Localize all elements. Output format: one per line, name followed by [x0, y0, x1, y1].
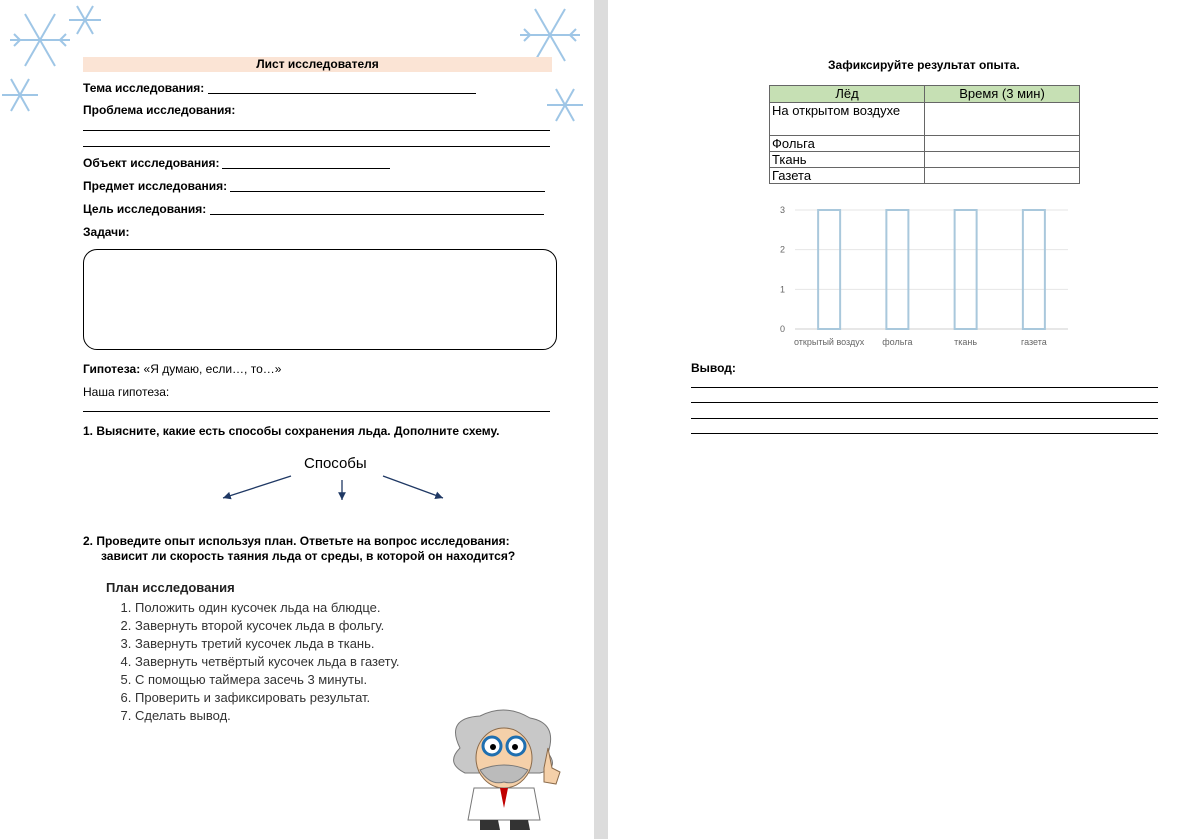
hypothesis-text: «Я думаю, если…, то…» [143, 362, 282, 376]
conclusion-answer-line[interactable] [691, 418, 1158, 419]
problem-answer-line[interactable] [83, 130, 550, 131]
chart-bar [818, 210, 840, 329]
table-header-row [770, 86, 1080, 103]
results-chart [770, 200, 1080, 352]
row-label: Фольга [770, 136, 925, 152]
y-tick-label: 2 [779, 244, 785, 255]
scientist-illustration [440, 708, 570, 833]
table-row [770, 152, 1080, 168]
plan-step: 7. Сделать вывод. [135, 707, 400, 725]
y-tick-label: 1 [779, 284, 785, 295]
col-header-ice: Лёд [770, 86, 925, 103]
plan-title: План исследования [106, 580, 235, 595]
hypothesis-answer-line[interactable] [83, 411, 550, 412]
plan-step: 4. Завернуть четвёртый кусочек льда в газету. [135, 653, 400, 671]
topic-label: Тема исследования: [83, 81, 205, 95]
results-header: Зафиксируйте результат опыта. [828, 58, 1020, 72]
conclusion-answer-line[interactable] [691, 387, 1158, 388]
subject-label: Предмет исследования: [83, 179, 228, 193]
arrow-right [383, 476, 443, 498]
result-cell[interactable] [925, 152, 1080, 168]
chart-bar [955, 210, 977, 329]
table-row [770, 136, 1080, 152]
row-label: Газета [770, 168, 925, 184]
hypothesis-line [83, 362, 281, 376]
conclusion-label: Вывод: [691, 361, 736, 375]
topic-answer-line[interactable] [208, 93, 476, 94]
tasks-answer-box[interactable] [83, 249, 557, 350]
problem-label: Проблема исследования: [83, 103, 236, 117]
conclusion-answer-line[interactable] [691, 402, 1158, 403]
table-row [770, 168, 1080, 184]
object-label: Объект исследования: [83, 156, 220, 170]
x-tick-label: газета [1021, 337, 1047, 347]
y-tick-label: 3 [779, 205, 785, 215]
plan-step: 5. С помощью таймера засечь 3 минуты. [135, 671, 400, 689]
row-label: На открытом воздухе [770, 103, 925, 136]
object-answer-line[interactable] [222, 168, 390, 169]
plan-step: 2. Завернуть второй кусочек льда в фольгу. [135, 617, 400, 635]
goal-answer-line[interactable] [210, 214, 544, 215]
scheme-arrows [215, 472, 455, 507]
plan-step: 3. Завернуть третий кусочек льда в ткань. [135, 635, 400, 653]
task-2-line-1: 2. Проведите опыт используя план. Ответьте на вопрос исследования: [83, 534, 510, 548]
our-hypothesis-label: Наша гипотеза: [83, 385, 170, 399]
chart-bar [1023, 210, 1045, 329]
scheme-center-label: Способы [304, 455, 367, 472]
result-cell[interactable] [925, 103, 1080, 136]
goal-label: Цель исследования: [83, 202, 207, 216]
worksheet-title: Лист исследователя [83, 57, 552, 72]
page-gap [594, 0, 608, 839]
worksheet-page-1 [0, 0, 594, 839]
x-tick-label: открытый воздух [794, 337, 865, 347]
arrow-left [223, 476, 291, 498]
subject-answer-line[interactable] [230, 191, 545, 192]
plan-step: 6. Проверить и зафиксировать результат. [135, 689, 400, 707]
result-cell[interactable] [925, 168, 1080, 184]
row-label: Ткань [770, 152, 925, 168]
tasks-label: Задачи: [83, 225, 130, 239]
conclusion-answer-line[interactable] [691, 433, 1158, 434]
research-plan [106, 580, 400, 725]
x-tick-label: ткань [954, 337, 978, 347]
task-1-text: 1. Выясните, какие есть способы сохранения льда. Дополните схему. [83, 424, 500, 438]
col-header-time: Время (3 мин) [925, 86, 1080, 103]
result-cell[interactable] [925, 136, 1080, 152]
chart-bar [886, 210, 908, 329]
results-table [769, 85, 1080, 184]
hypothesis-label: Гипотеза: [83, 362, 141, 376]
y-tick-label: 0 [779, 324, 785, 334]
x-tick-label: фольга [882, 337, 913, 347]
task-2-line-2: зависит ли скорость таяния льда от среды, в которой он находится? [101, 549, 516, 563]
plan-steps-list [106, 599, 400, 725]
table-row [770, 103, 1080, 136]
plan-step: 1. Положить один кусочек льда на блюдце. [135, 599, 400, 617]
problem-answer-line[interactable] [83, 146, 550, 147]
